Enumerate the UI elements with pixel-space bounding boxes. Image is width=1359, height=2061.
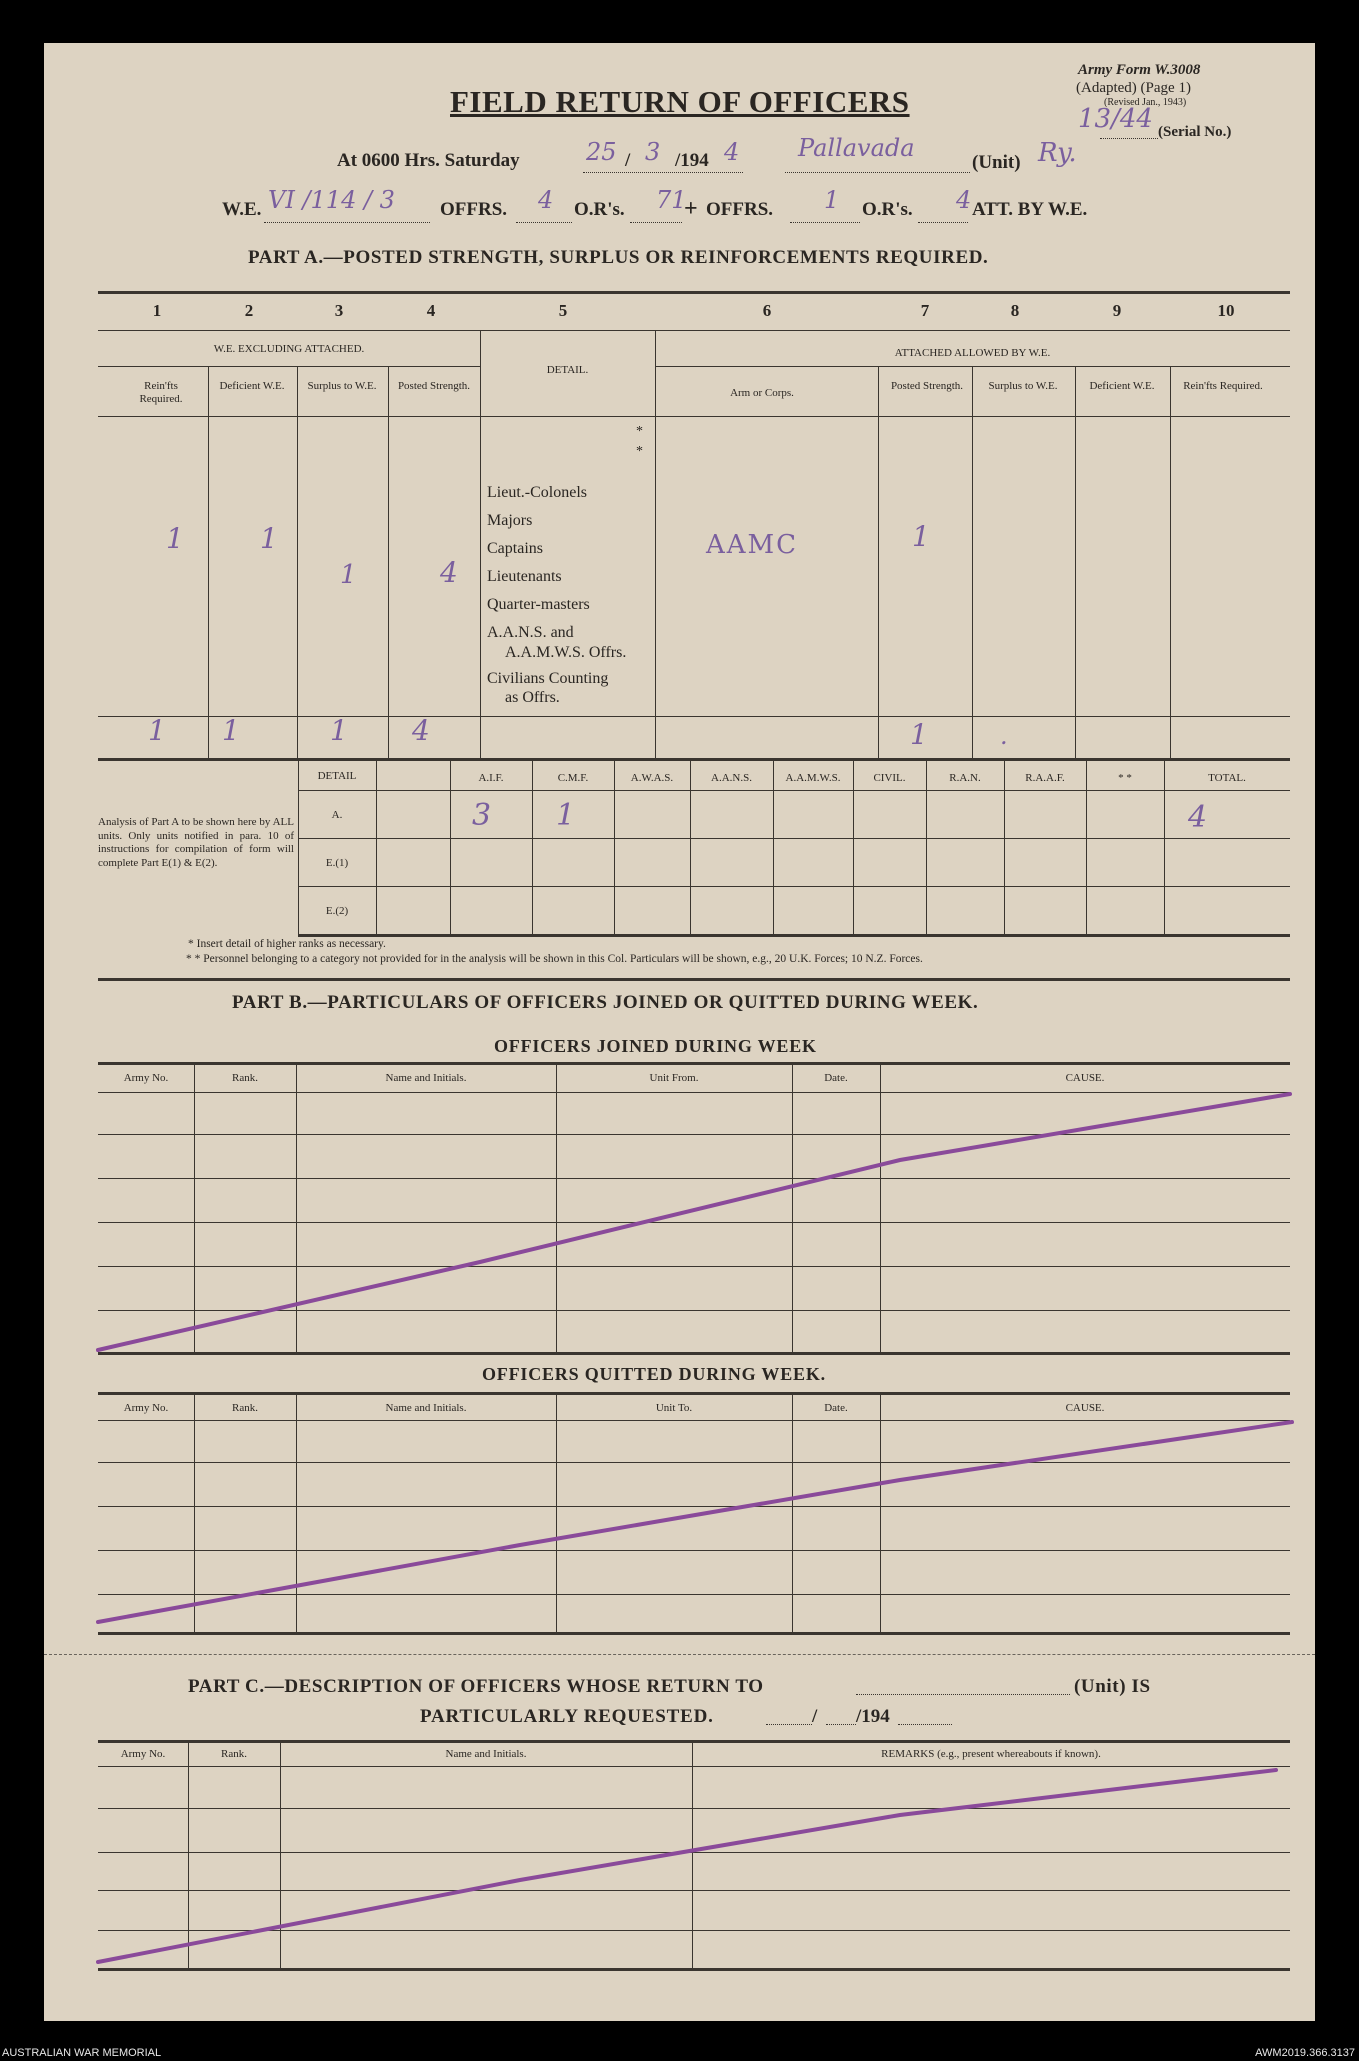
hand-reinfts: 1 [166,522,184,555]
an-row-a: A. [331,809,343,821]
hand-posted: 4 [440,556,458,589]
serial-value: 13/44 [1078,104,1153,134]
hand-arm-corps: AAMC [706,530,799,560]
quitted-title: OFFICERS QUITTED DURING WEEK. [482,1364,826,1384]
col-num-10: 10 [1217,301,1235,320]
offrs2-value: 1 [824,186,840,214]
rank-lieut-colonels: Lieut.-Colonels [487,484,587,501]
revised-note: (Revised Jan., 1943) [1104,97,1187,108]
footer-accession: AWM2019.366.3137 [1255,2047,1355,2059]
hand-total-a: 4 [1188,800,1208,835]
col-num-4: 4 [426,301,436,320]
rank-aamws: A.A.M.W.S. Offrs. [505,644,627,661]
offrs2-label: OFFRS. [706,199,774,220]
footnote-2: * * Personnel belonging to a category not provided for in the analysis will be shown in this Col. Particulars will be shown, e.g., 20 U.K. Forces; 10 N.Z. Forces. [186,953,923,965]
offrs-label: OFFRS. [440,199,508,220]
an-col-aif: A.I.F. [478,772,504,784]
hand-total-deficient: 1 [222,714,240,747]
hdr-att-deficient: Deficient W.E. [1089,380,1155,392]
hand-surplus: 1 [340,560,357,590]
strike-joined [98,1094,1290,1350]
ors2-value: 4 [956,186,972,214]
rank-captains: Captains [487,540,543,557]
quitted-col-cause: CAUSE. [1065,1402,1105,1414]
analysis-note: Analysis of Part A to be shown here by ALL units. Only units notified in para. 10 of instructions for compilation of form will complete Part E(1) & E(2). [98,816,294,869]
an-col-total: TOTAL. [1208,772,1246,784]
an-col-civil: CIVIL. [873,772,906,784]
an-col-ran: R.A.N. [949,772,981,784]
col-num-5: 5 [558,301,568,320]
quitted-col-date: Date. [824,1402,848,1414]
serial-label: (Serial No.) [1158,124,1232,140]
part-c-line2: PARTICULARLY REQUESTED. [420,1706,714,1727]
hdr-att-posted-strength: Posted Strength. [890,380,964,392]
joined-col-unit-from: Unit From. [649,1072,699,1084]
col-num-1: 1 [152,301,162,320]
attached-allowed-header: ATTACHED ALLOWED BY W.E. [894,347,1051,359]
date-day: 25 [586,138,617,166]
hand-deficient: 1 [260,522,278,555]
an-col-raaf: R.A.A.F. [1025,772,1065,784]
hdr-att-surplus: Surplus to W.E. [988,380,1058,392]
part-b-heading: PART B.—PARTICULARS OF OFFICERS JOINED OR QUITTED DURING WEEK. [232,992,979,1013]
col-num-3: 3 [334,301,344,320]
unit-value: Ry. [1038,138,1077,168]
ors-label: O.R's. [574,199,625,220]
rank-lieutenants: Lieutenants [487,568,562,585]
an-col-detail: DETAIL [317,770,357,782]
partc-col-army-no: Army No. [120,1748,166,1760]
col-num-6: 6 [762,301,772,320]
an-col-aamws: A.A.M.W.S. [785,772,841,784]
joined-col-cause: CAUSE. [1065,1072,1105,1084]
rank-quarter-masters: Quarter-masters [487,596,590,613]
rank-as-offrs: as Offrs. [505,689,560,706]
we-label: W.E. [222,199,262,220]
joined-col-army-no: Army No. [123,1072,169,1084]
hand-att-posted: 1 [912,520,930,553]
hdr-arm-corps: Arm or Corps. [730,387,794,399]
quitted-col-unit-to: Unit To. [655,1402,693,1414]
detail-header: DETAIL. [546,364,589,376]
hand-total-posted: 4 [412,714,430,747]
asterisk-1: * [636,424,643,439]
rank-majors: Majors [487,512,533,529]
form-title: FIELD RETURN OF OFFICERS [450,84,910,119]
rank-aans: A.A.N.S. and [487,624,574,641]
hand-total-reinfts: 1 [148,714,166,747]
joined-col-name: Name and Initials. [385,1072,467,1084]
an-row-e2: E.(2) [325,905,349,917]
joined-col-rank: Rank. [232,1072,258,1084]
partc-col-name: Name and Initials. [445,1748,527,1760]
unit-name: Pallavada [798,134,915,162]
an-row-e1: E.(1) [325,857,349,869]
hand-aif-a: 3 [472,798,492,833]
part-c-heading: PART C.—DESCRIPTION OF OFFICERS WHOSE RETURN TO [188,1676,764,1697]
year-prefix: /194 [675,150,709,171]
col-num-9: 9 [1112,301,1122,320]
joined-title: OFFICERS JOINED DURING WEEK [494,1036,817,1056]
att-label: ATT. BY W.E. [972,199,1088,220]
hand-total-surplus: 1 [330,714,348,747]
hdr-att-reinfts: Rein'fts Required. [1183,380,1263,392]
asterisk-2: * [636,444,643,459]
hand-cmf-a: 1 [556,798,576,833]
footnote-1: * Insert detail of higher ranks as necessary. [188,938,386,950]
hdr-reinfts-required: Rein'fts Required. [139,380,183,405]
hand-total-att-posted: 1 [910,718,928,751]
hdr-deficient-we: Deficient W.E. [219,380,285,392]
year-hand: 4 [724,138,740,166]
hand-total-att-surplus: . [1000,722,1008,750]
an-col-aans: A.A.N.S. [711,772,752,784]
army-form-number: Army Form W.3008 [1078,62,1201,78]
part-a-heading: PART A.—POSTED STRENGTH, SURPLUS OR REINFORCEMENTS REQUIRED. [248,247,989,268]
part-c-date-tail: /194 [856,1706,890,1727]
joined-col-date: Date. [824,1072,848,1084]
strike-part-c [98,1770,1276,1962]
quitted-col-rank: Rank. [232,1402,258,1414]
plus-sign: + [684,196,698,222]
part-c-unit-is: (Unit) IS [1074,1676,1151,1697]
strike-quitted [98,1422,1292,1622]
an-col-cmf: C.M.F. [557,772,589,784]
footer-source: AUSTRALIAN WAR MEMORIAL [2,2047,162,2059]
an-col-other: * * [1118,772,1132,784]
unit-label: (Unit) [972,152,1021,173]
we-value: VI /114 / 3 [268,186,395,214]
quitted-col-army-no: Army No. [123,1402,169,1414]
quitted-col-name: Name and Initials. [385,1402,467,1414]
partc-col-remarks: REMARKS (e.g., present whereabouts if known). [881,1748,1101,1760]
ors-value: 71 [656,186,687,214]
rank-civilians: Civilians Counting [487,670,609,687]
date-month: 3 [645,138,661,166]
col-num-8: 8 [1010,301,1020,320]
col-num-7: 7 [920,301,930,320]
we-excluding-header: W.E. EXCLUDING ATTACHED. [213,343,365,355]
hdr-surplus-we: Surplus to W.E. [307,380,377,392]
at-time-label: At 0600 Hrs. Saturday [337,150,520,171]
ors2-label: O.R's. [862,199,913,220]
an-col-awas: A.W.A.S. [630,772,674,784]
adapted-note: (Adapted) (Page 1) [1076,80,1191,96]
offrs-value: 4 [538,186,554,214]
hdr-posted-strength: Posted Strength. [397,380,471,392]
col-num-2: 2 [244,301,254,320]
partc-col-rank: Rank. [221,1748,247,1760]
